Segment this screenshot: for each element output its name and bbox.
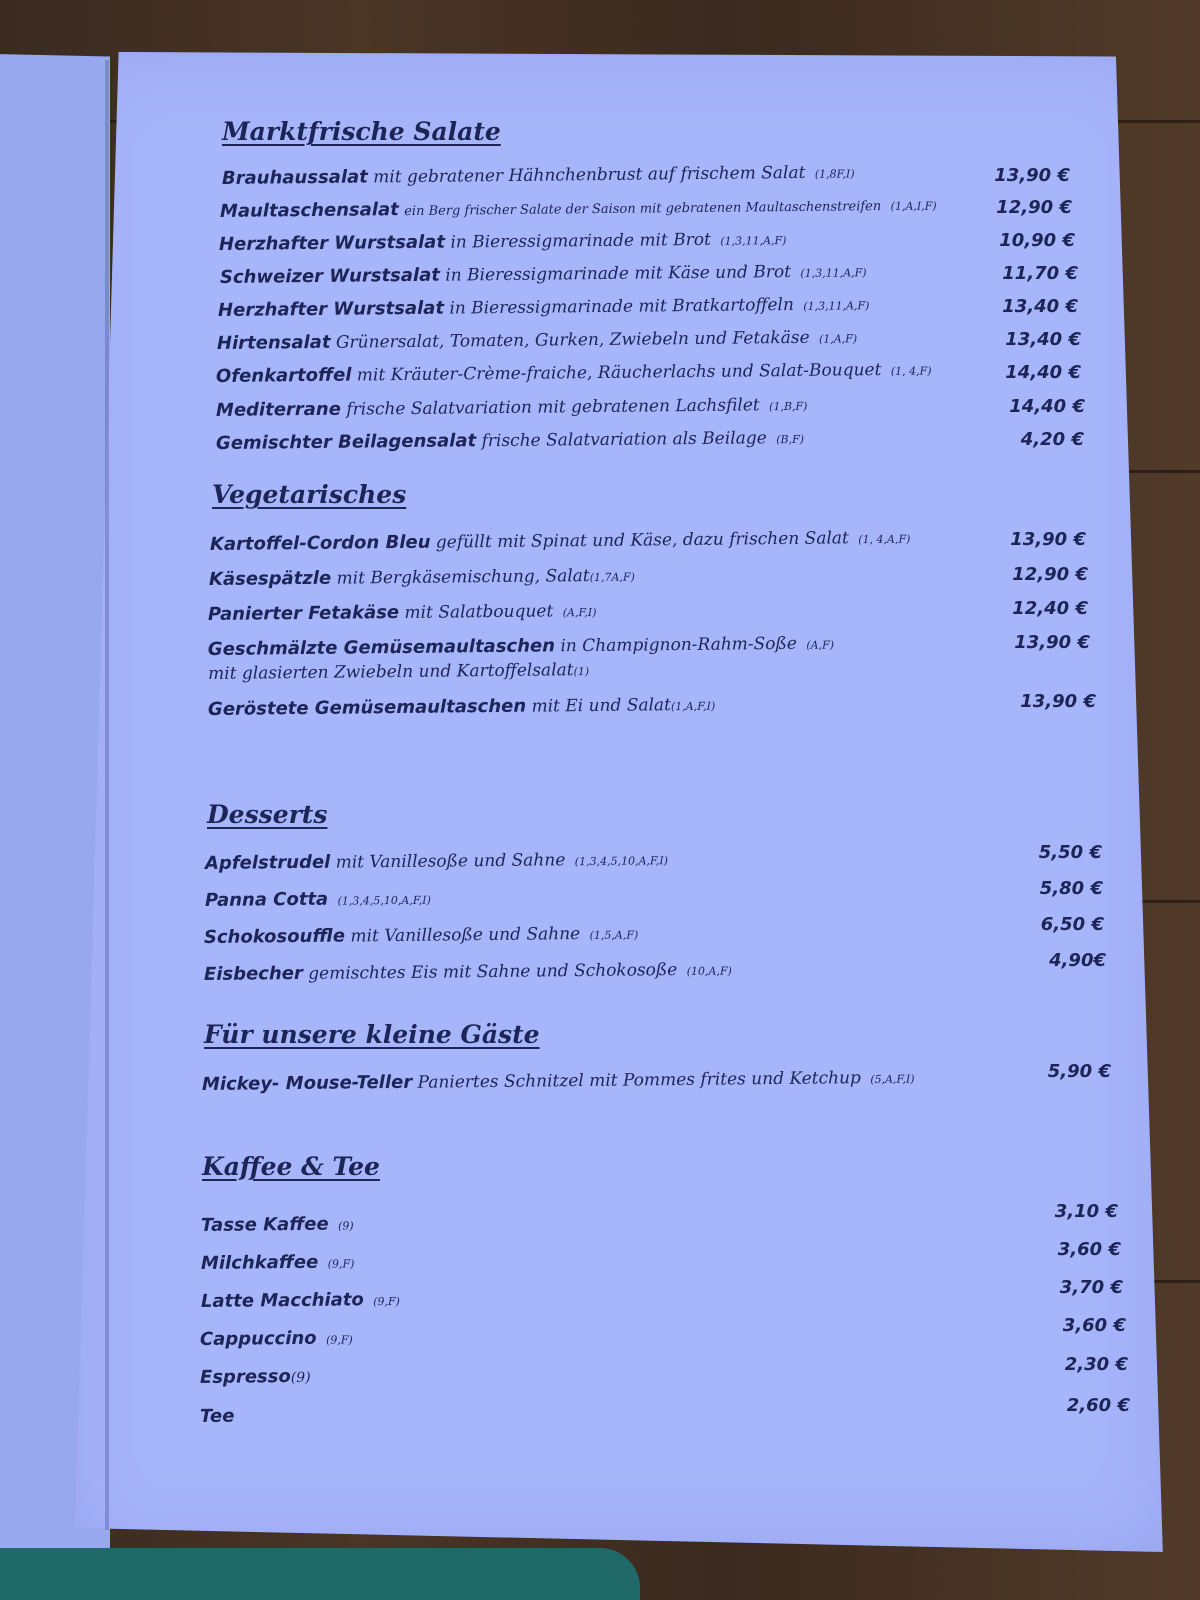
item-price: 14,40 €	[1005, 362, 1081, 383]
menu-item	[216, 427, 804, 457]
item-description: in Champignon-Rahm-Soße	[560, 633, 798, 657]
item-name: Schweizer Wurstsalat	[219, 264, 441, 288]
menu-item	[216, 394, 808, 424]
item-allergens: (1, 4,A,F)	[858, 532, 911, 547]
item-allergens: (1,3,11,A,F)	[800, 266, 867, 280]
item-allergens: (9,F)	[373, 1294, 400, 1309]
item-price: 3,60 €	[1057, 1239, 1121, 1260]
menu-item	[218, 293, 870, 324]
item-allergens: (1,8F,I)	[814, 167, 855, 181]
item-price: 12,90 €	[996, 197, 1072, 218]
menu-item	[201, 1289, 400, 1315]
menu-item	[219, 228, 787, 258]
item-price: 13,90 €	[1020, 691, 1096, 712]
item-allergens: (1,A,I,F)	[890, 199, 937, 213]
item-description: frische Salatvariation mit gebratenen Lachsfilet	[346, 395, 760, 420]
item-name: Mickey- Mouse-Teller	[201, 1071, 413, 1095]
item-price: 3,70 €	[1059, 1277, 1123, 1298]
item-allergens: (1,5,A,F)	[589, 928, 639, 942]
item-name: Apfelstrudel	[204, 851, 331, 874]
item-name: Herzhafter Wurstsalat	[218, 231, 446, 255]
item-name: Tasse Kaffee	[200, 1213, 329, 1236]
item-name: Schokosouffle	[203, 925, 346, 948]
menu-item	[200, 1327, 353, 1353]
section-title-salate: Marktfrische Salate	[222, 117, 501, 146]
item-description-line2: mit glasierten Zwiebeln und Kartoffelsalat	[208, 660, 574, 684]
item-name: Cappuccino	[199, 1327, 317, 1350]
item-name: Panierter Fetakäse	[207, 601, 400, 625]
item-name: Espresso	[199, 1366, 291, 1388]
item-price: 3,10 €	[1054, 1201, 1118, 1222]
item-name: Milchkaffee	[200, 1251, 319, 1274]
item-allergens: (9)	[338, 1219, 354, 1233]
item-name: Brauhaussalat	[221, 166, 368, 189]
item-price: 4,90€	[1049, 950, 1106, 971]
item-price: 13,90 €	[994, 165, 1070, 186]
item-description: mit Vanillesoße und Sahne	[335, 850, 566, 873]
item-allergens: (1,A,F)	[818, 332, 858, 346]
item-price: 5,50 €	[1038, 842, 1102, 863]
item-description: gemischtes Eis mit Sahne und Schokosoße	[308, 960, 678, 984]
menu-item	[201, 1251, 355, 1277]
item-name: Eisbecher	[203, 962, 303, 985]
item-description: gefüllt mit Spinat und Käse, dazu frischen Salat	[435, 528, 849, 553]
item-name: Ofenkartoffel	[215, 364, 352, 387]
item-allergens-line2: (1)	[573, 665, 590, 679]
menu-item	[201, 1213, 354, 1239]
item-description: ein Berg frischer Salate der Saison mit gebratenen Maultaschenstreifen	[404, 199, 882, 220]
menu-item	[200, 1366, 311, 1390]
item-price: 2,30 €	[1064, 1354, 1128, 1375]
item-description: Paniertes Schnitzel mit Pommes frites und Ketchup	[417, 1068, 861, 1093]
menu-item	[208, 694, 716, 723]
item-description: in Bieressigmarinade mit Brot	[450, 229, 711, 253]
menu-item	[220, 260, 867, 291]
item-name: Geschmälzte Gemüsemaultaschen	[207, 635, 556, 661]
item-price: 12,90 €	[1012, 564, 1088, 585]
menu-item	[204, 958, 732, 988]
item-price: 5,80 €	[1039, 878, 1103, 899]
item-description: mit Vanillesoße und Sahne	[350, 924, 581, 947]
item-name: Maultaschensalat	[219, 199, 399, 222]
item-price: 13,90 €	[1014, 632, 1090, 653]
item-allergens: (9,F)	[325, 1333, 353, 1347]
item-price: 10,90 €	[999, 230, 1075, 251]
item-allergens: (1,A,F,I)	[670, 699, 716, 714]
item-price: 5,90 €	[1047, 1061, 1111, 1082]
item-name: Gemischter Beilagensalat	[215, 430, 477, 454]
item-name: Hirtensalat	[216, 331, 331, 354]
item-price: 13,40 €	[1005, 329, 1081, 350]
item-price: 6,50 €	[1040, 914, 1104, 935]
item-allergens: (1,3,11,A,F)	[720, 234, 787, 248]
menu-item	[200, 1406, 235, 1428]
item-description: Grünersalat, Tomaten, Gurken, Zwiebeln und Fetakäse	[335, 327, 810, 353]
menu-item	[208, 632, 835, 687]
item-description: in Bieressigmarinade mit Bratkartoffeln	[449, 294, 794, 319]
item-name: Käsespätzle	[208, 567, 332, 590]
menu-item	[208, 600, 597, 628]
item-allergens: (1,3,4,5,10,A,F,I)	[337, 893, 431, 908]
item-description: mit Salatbouquet	[404, 601, 554, 623]
item-allergens: (9)	[290, 1369, 311, 1387]
item-allergens: (1,7A,F)	[589, 570, 635, 585]
item-allergens: (1,3,11,A,F)	[803, 299, 870, 313]
item-price: 13,90 €	[1010, 529, 1086, 550]
item-description: frische Salatvariation als Beilage	[481, 428, 767, 452]
item-allergens: (5,A,F,I)	[870, 1072, 915, 1087]
item-name: Mediterrane	[215, 398, 342, 421]
item-allergens: (1, 4,F)	[890, 364, 932, 378]
item-name: Herzhafter Wurstsalat	[217, 297, 445, 321]
item-name: Tee	[199, 1405, 235, 1427]
item-allergens: (1,B,F)	[769, 399, 808, 414]
item-price: 4,20 €	[1020, 429, 1084, 450]
item-name: Latte Macchiato	[200, 1289, 364, 1312]
section-title-vegetarisches: Vegetarisches	[212, 480, 407, 509]
item-price: 3,60 €	[1062, 1315, 1126, 1336]
section-title-desserts: Desserts	[207, 800, 328, 829]
item-description: mit Kräuter-Crème-fraiche, Räucherlachs und Salat-Bouquet	[356, 360, 882, 386]
item-allergens: (10,A,F)	[686, 964, 732, 978]
item-name: Panna Cotta	[204, 888, 329, 911]
section-title-kinder: Für unsere kleine Gäste	[204, 1020, 540, 1049]
menu-item	[222, 161, 855, 192]
item-description: mit gebratener Hähnchenbrust auf frischem Salat	[373, 162, 806, 188]
menu-item	[210, 527, 911, 558]
item-description: mit Ei und Salat	[531, 695, 672, 717]
menu-item	[220, 193, 937, 225]
menu-item	[205, 888, 431, 914]
item-allergens: (A,F,I)	[562, 605, 597, 620]
item-description: mit Bergkäsemischung, Salat	[336, 566, 590, 589]
item-name: Kartoffel-Cordon Bleu	[209, 531, 431, 555]
item-price: 11,70 €	[1002, 263, 1078, 284]
item-description: in Bieressigmarinade mit Käse und Brot	[445, 262, 792, 286]
section-title-kaffee: Kaffee & Tee	[202, 1152, 380, 1181]
item-allergens: (1,3,4,5,10,A,F,I)	[574, 854, 669, 869]
menu-item	[216, 359, 932, 390]
menu-item	[202, 1067, 915, 1098]
item-name: Geröstete Gemüsemaultaschen	[207, 695, 527, 720]
item-allergens: (A,F)	[806, 638, 835, 652]
item-price: 13,40 €	[1002, 296, 1078, 317]
item-price: 12,40 €	[1012, 598, 1088, 619]
menu-item	[209, 565, 635, 593]
item-price: 2,60 €	[1066, 1395, 1130, 1416]
menu-item	[217, 326, 857, 357]
item-price: 14,40 €	[1009, 396, 1085, 417]
item-allergens: (B,F)	[776, 432, 805, 447]
menu-item	[205, 848, 668, 877]
menu-item	[204, 922, 638, 951]
item-allergens: (9,F)	[327, 1257, 355, 1271]
